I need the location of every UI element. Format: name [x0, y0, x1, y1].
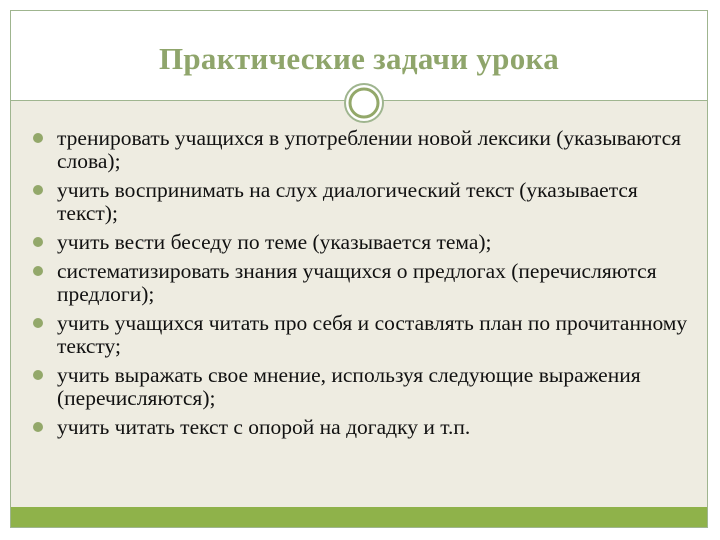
- bullet-item: [27, 127, 699, 173]
- round-bullet-icon: [33, 185, 43, 195]
- bullet-item: [27, 416, 699, 439]
- slide: [10, 10, 708, 528]
- bullet-text: тренировать учащихся в употреблении новой лексики (указываются слова);: [57, 126, 682, 173]
- bullet-item: [27, 364, 699, 410]
- bullet-text: учить читать текст с опорой на догадку и т.п.: [57, 415, 471, 439]
- round-bullet-icon: [33, 237, 43, 247]
- bullet-text: учить вести беседу по теме (указывается тема);: [57, 230, 492, 254]
- bullet-item: [27, 179, 699, 225]
- round-bullet-icon: [33, 266, 43, 276]
- bullet-text: систематизировать знания учащихся о предлогах (перечисляются предлоги);: [57, 259, 657, 306]
- bullet-item: [27, 260, 699, 306]
- round-bullet-icon: [33, 370, 43, 380]
- round-bullet-icon: [33, 133, 43, 143]
- bullet-item: [27, 231, 699, 254]
- footer-bar: [11, 507, 707, 527]
- round-bullet-icon: [33, 422, 43, 432]
- slide-title: Практические задачи урока: [158, 41, 560, 76]
- bullet-list: [27, 127, 699, 445]
- bullet-text: учить выражать свое мнение, используя следующие выражения (перечисляются);: [57, 363, 641, 410]
- double-circle-ornament-icon: [343, 82, 385, 124]
- bullet-item: [27, 312, 699, 358]
- bullet-text: учить воспринимать на слух диалогический текст (указывается текст);: [57, 178, 638, 225]
- bullet-text: учить учащихся читать про себя и составлять план по прочитанному тексту;: [57, 311, 688, 358]
- round-bullet-icon: [33, 318, 43, 328]
- content-area: [11, 101, 707, 509]
